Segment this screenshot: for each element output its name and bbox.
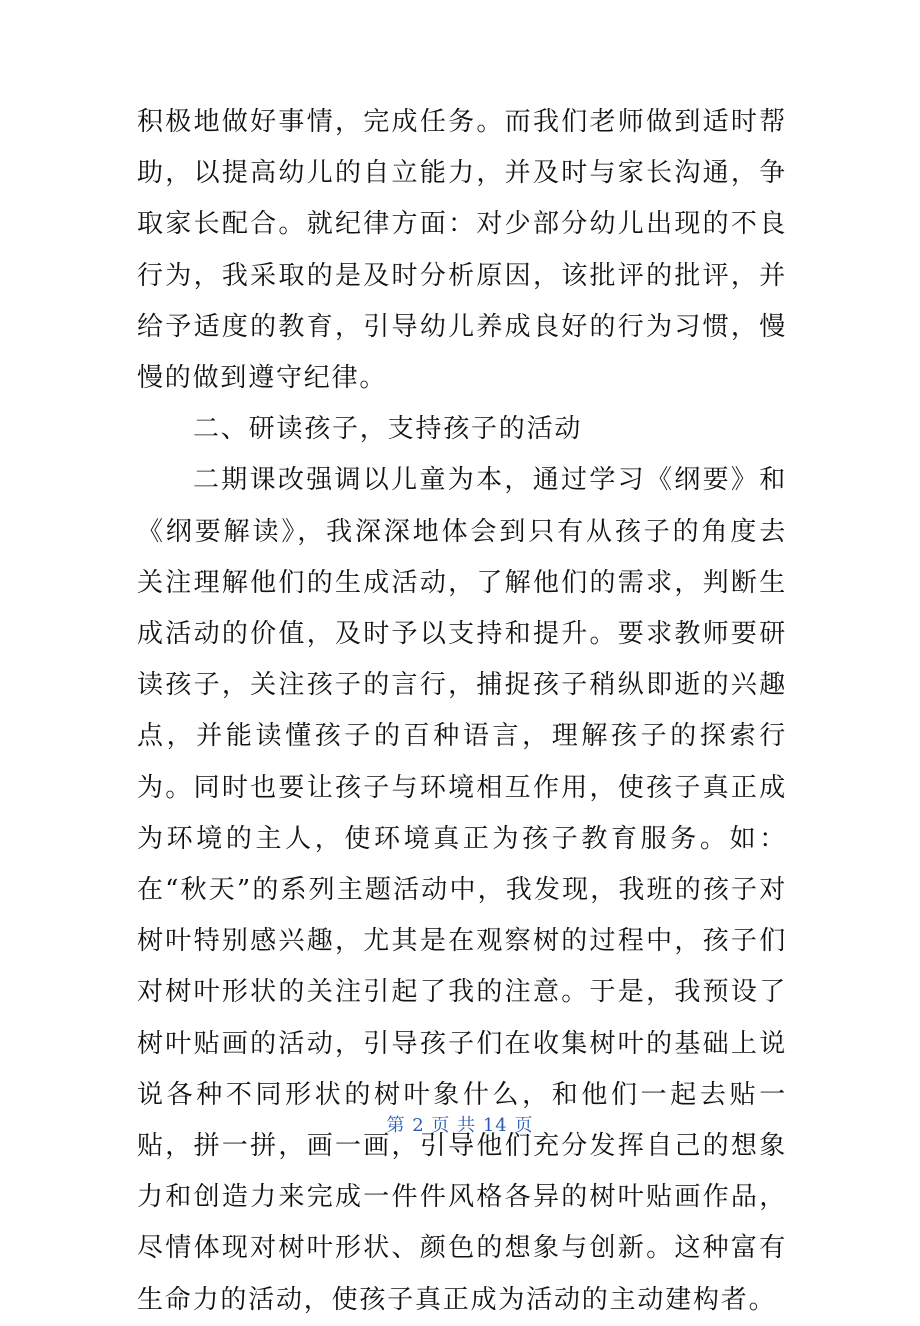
paragraph-continuation: 积极地做好事情，完成任务。而我们老师做到适时帮助，以提高幼儿的自立能力，并及时与家长沟通，争取家长配合。就纪律方面：对少部分幼儿出现的不良行为，我采取的是及时分析原因，该批评的批评，并给予适度的教育，引导幼儿养成良好的行为习惯，慢慢的做到遵守纪律。	[137, 107, 787, 394]
document-body	[137, 97, 787, 1326]
page-footer: 第 2 页 共 14 页	[386, 1115, 534, 1136]
paragraph-body: 二期课改强调以儿童为本，通过学习《纲要》和《纲要解读》，我深深地体会到只有从孩子的角度去关注理解他们的生成活动，了解他们的需求，判断生成活动的价值，及时予以支持和提升。要求教师要研读孩子，关注孩子的言行，捕捉孩子稍纵即逝的兴趣点，并能读懂孩子的百种语言，理解孩子的探索行为。同时也要让孩子与环境相互作用，使孩子真正成为环境的主人，使环境真正为孩子教育服务。如：在“秋天”的系列主题活动中，我发现，我班的孩子对树叶特别感兴趣，尤其是在观察树的过程中，孩子们对树叶形状的关注引起了我的注意。于是，我预设了树叶贴画的活动，引导孩子们在收集树叶的基础上说说各种不同形状的树叶象什么，和他们一起去贴一贴，拼一拼，画一画，引导他们充分发挥自己的想象力和创造力来完成一件件风格各异的树叶贴画作品，尽情体现对树叶形状、颜色的想象与创新。这种富有生命力的活动，使孩子真正成为活动的主动建构者。	[137, 465, 787, 1315]
section-heading: 二、研读孩子，支持孩子的活动	[193, 414, 583, 445]
